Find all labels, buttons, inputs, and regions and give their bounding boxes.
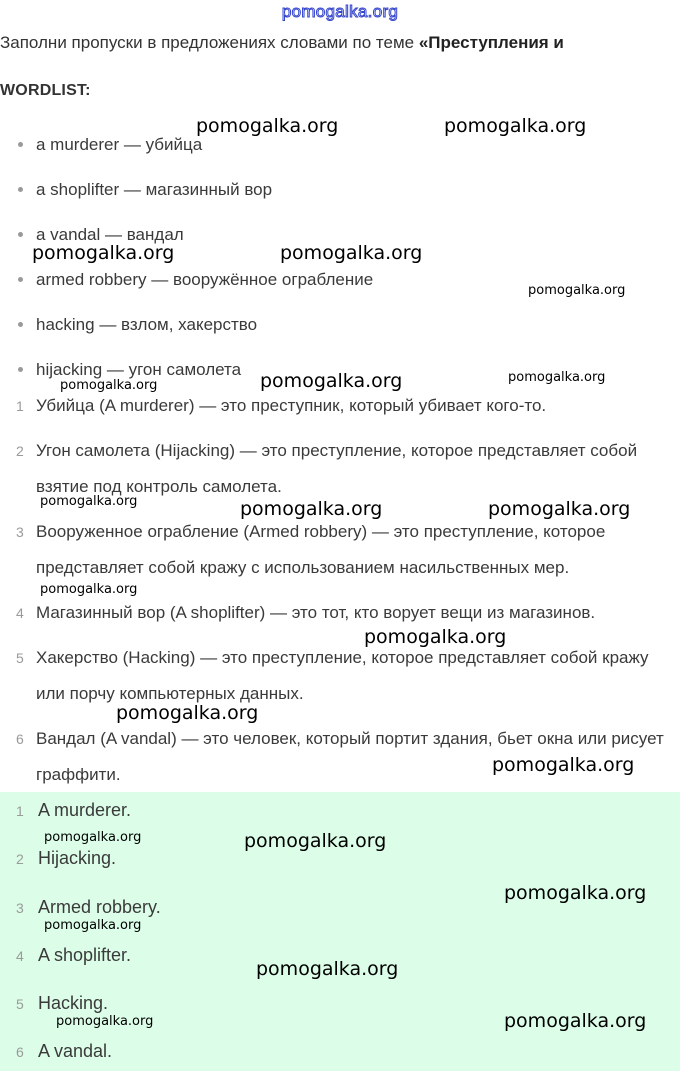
definition-item: 4 Магазинный вор (A shoplifter) — это тот, кто ворует вещи из магазинов. bbox=[16, 603, 596, 622]
list-item: armed robbery — вооружённое ограбление bbox=[18, 270, 373, 290]
watermark: pomogalka.org bbox=[508, 370, 606, 385]
list-item: hacking — взлом, хакерство bbox=[18, 315, 257, 335]
watermark: pomogalka.org bbox=[504, 882, 647, 904]
watermark: pomogalka.org bbox=[444, 115, 587, 137]
list-item: a shoplifter — магазинный вор bbox=[18, 180, 272, 200]
list-item: a murderer — убийца bbox=[18, 135, 202, 155]
answer-item: 3 Armed robbery. bbox=[16, 897, 161, 917]
task-intro bbox=[0, 33, 564, 53]
answer-item: 4 A shoplifter. bbox=[16, 945, 132, 965]
bullet-icon bbox=[18, 187, 23, 192]
answer-item: 2 Hijacking. bbox=[16, 848, 117, 868]
definition-item: 2 Угон самолета (Hijacking) — это преступление, которое представляет собой взятие под контроль самолета. bbox=[16, 441, 638, 496]
bullet-icon bbox=[18, 367, 23, 372]
definition-item: 3 Вооруженное ограбление (Armed robbery) — это преступление, которое представляет собой кражу с использованием насильственных мер. bbox=[16, 522, 606, 577]
watermark: pomogalka.org bbox=[196, 115, 339, 137]
watermark: pomogalka.org bbox=[56, 1014, 154, 1029]
definition-item: 6 Вандал (A vandal) — это человек, который портит здания, бьет окна или рисует граффити. bbox=[16, 729, 664, 784]
watermark: pomogalka.org bbox=[116, 702, 259, 724]
intro-topic: «Преступления и bbox=[418, 33, 564, 52]
watermark: pomogalka.org bbox=[528, 283, 626, 298]
watermark: pomogalka.org bbox=[504, 1010, 647, 1032]
bullet-icon bbox=[18, 322, 23, 327]
watermark: pomogalka.org bbox=[364, 626, 507, 648]
bullet-icon bbox=[18, 142, 23, 147]
watermark: pomogalka.org bbox=[60, 378, 158, 393]
list-item: hijacking — угон самолета bbox=[18, 360, 241, 380]
watermark: pomogalka.org bbox=[32, 242, 175, 264]
watermark: pomogalka.org bbox=[40, 494, 138, 509]
watermark: pomogalka.org bbox=[240, 498, 383, 520]
watermark: pomogalka.org bbox=[492, 754, 635, 776]
answer-item: 1 A murderer. bbox=[16, 800, 132, 820]
watermark: pomogalka.org bbox=[40, 582, 138, 597]
bullet-icon bbox=[18, 277, 23, 282]
intro-text: Заполни пропуски в предложениях словами по теме bbox=[0, 33, 419, 52]
list-item: a vandal — вандал bbox=[18, 225, 184, 245]
definition-item: 1 Убийца (A murderer) — это преступник, который убивает кого-то. bbox=[16, 396, 547, 415]
site-logo: pomogalka.org bbox=[281, 2, 399, 21]
watermark: pomogalka.org bbox=[44, 830, 142, 845]
watermark: pomogalka.org bbox=[244, 830, 387, 852]
answer-item: 5 Hacking. bbox=[16, 993, 109, 1013]
watermark: pomogalka.org bbox=[260, 370, 403, 392]
watermark: pomogalka.org bbox=[488, 498, 631, 520]
watermark: pomogalka.org bbox=[256, 958, 399, 980]
bullet-icon bbox=[18, 232, 23, 237]
definition-item: 5 Хакерство (Hacking) — это преступление, которое представляет собой кражу или порчу компьютерных данных. bbox=[16, 648, 649, 703]
answer-item: 6 A vandal. bbox=[16, 1041, 113, 1061]
watermark: pomogalka.org bbox=[44, 918, 142, 933]
watermark: pomogalka.org bbox=[280, 242, 423, 264]
wordlist-heading: WORDLIST: bbox=[0, 82, 91, 99]
